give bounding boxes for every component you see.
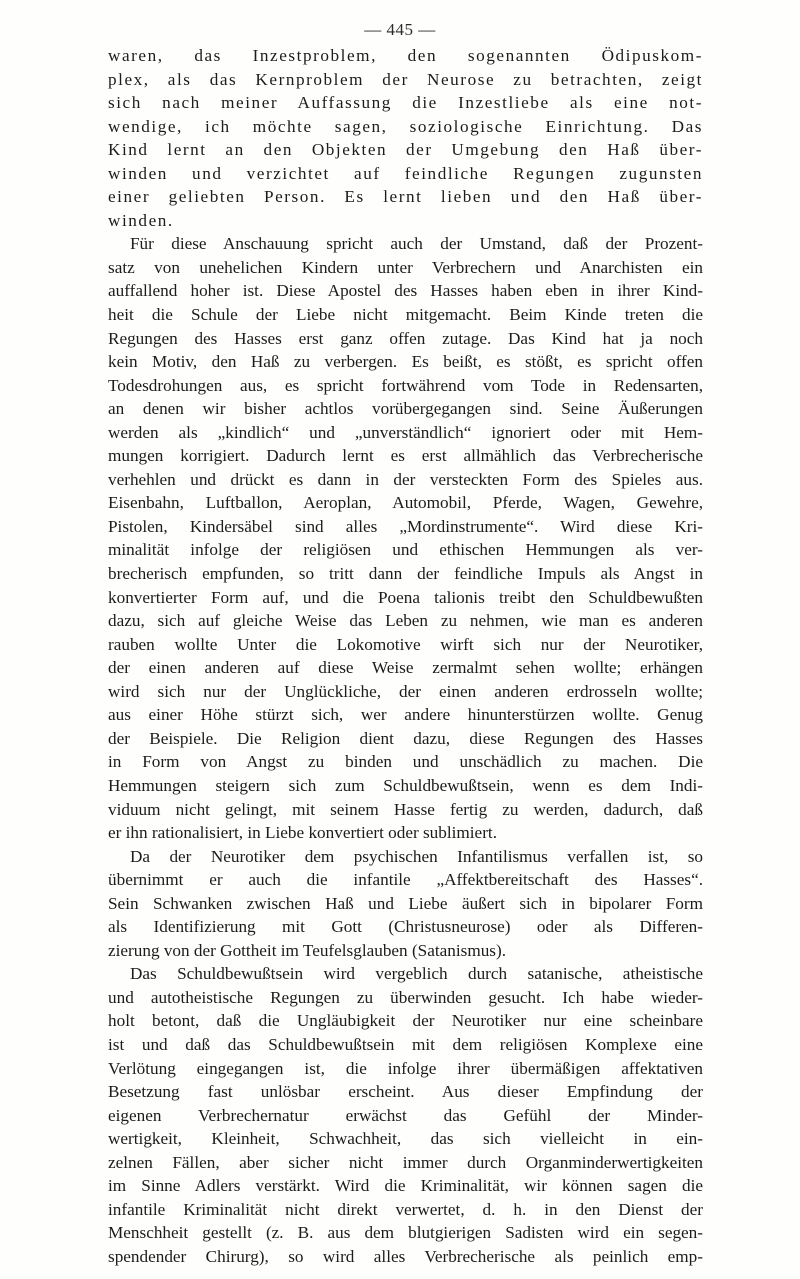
text-line: winden. [108,210,174,230]
text-line: an denen wir bisher achtlos vorübergegangen sind. Seine Äußerungen [108,399,703,419]
text-line: Pistolen, Kindersäbel sind alles „Mordinstrumente“. Wird diese Kri- [108,516,703,536]
text-line: Das Schuldbewußtsein wird vergeblich durch satanische, atheistische [130,964,703,984]
text-line: viduum nicht gelingt, mit seinem Hasse fertig zu werden, dadurch, daß [108,799,703,819]
text-line: rauben wollte Unter die Lokomotive wirft sich nur der Neurotiker, [108,634,703,654]
text-line: verhehlen und drückt es dann in der versteckten Form des Spieles aus. [108,469,703,489]
text-line: holt betont, daß die Ungläubigkeit der Neurotiker nur eine scheinbare [108,1011,703,1031]
text-line: winden und verzichtet auf feindliche Regungen zugunsten [108,163,703,183]
text-line: wendige, ich möchte sagen, soziologische Einrichtung. Das [108,116,703,136]
text-line: der einen anderen auf diese Weise zermalmt sehen wollte; erhängen [108,658,703,678]
text-line: eigenen Verbrechernatur erwächst das Gefühl der Minder- [108,1105,703,1125]
text-line: der Beispiele. Die Religion dient dazu, diese Regungen des Hasses [108,728,703,748]
text-line: minalität infolge der religiösen und ethischen Hemmungen als ver- [108,540,703,560]
text-line: als Identifizierung mit Gott (Christusneurose) oder als Differen- [108,917,703,937]
text-line: Kind lernt an den Objekten der Umgebung den Haß über- [108,140,703,160]
text-line: Da der Neurotiker dem psychischen Infantilismus verfallen ist, so [130,846,703,866]
text-line: brecherisch empfunden, so tritt dann der feindliche Impuls als Angst in [108,564,703,584]
text-line: sich nach meiner Auffassung die Inzestliebe als eine not- [108,93,703,113]
body-text [108,44,703,1268]
text-line: zierung von der Gottheit im Teufelsglauben (Satanismus). [108,940,506,960]
text-line: ist und daß das Schuldbewußtsein mit dem religiösen Komplexe eine [108,1034,703,1054]
text-line: waren, das Inzestproblem, den sogenannten Ödipuskom- [108,46,703,65]
text-line: konvertierter Form auf, und die Poena talionis treibt den Schuldbewußten [108,587,703,607]
text-line: kein Motiv, den Haß zu verbergen. Es beißt, es stößt, es spricht offen [108,352,703,372]
text-line: wird sich nur der Unglückliche, der einen anderen erdrosseln wollte; [108,681,703,701]
text-line: übernimmt er auch die infantile „Affektbereitschaft des Hasses“. [108,870,703,890]
text-line: Todesdrohungen aus, es spricht fortwährend vom Tode in Redensarten, [108,375,703,395]
text-line: Menschheit gestellt (z. B. aus dem blutgierigen Sadisten wird ein segen- [108,1223,703,1243]
text-line: Besetzung fast unlösbar erscheint. Aus dieser Empfindung der [108,1082,703,1102]
text-line: Hemmungen steigern sich zum Schuldbewußtsein, wenn es dem Indi- [108,775,703,795]
text-line: Eisenbahn, Luftballon, Aeroplan, Automobil, Pferde, Wagen, Gewehre, [108,493,703,513]
text-line: werden als „kindlich“ und „unverständlich“ ignoriert oder mit Hem- [108,422,703,442]
page-number: — 445 — [364,20,436,39]
text-line: auffallend hoher ist. Diese Apostel des Hasses haben eben in ihrer Kind- [108,281,703,301]
text-line: dazu, sich auf gleiche Weise das Leben zu nehmen, wie man es anderen [108,611,703,631]
text-line: Verlötung eingegangen ist, die infolge ihrer übermäßigen affektativen [108,1058,703,1078]
text-line: spendender Chirurg), so wird alles Verbrecherische als peinlich emp- [108,1246,703,1266]
text-line: satz von unehelichen Kindern unter Verbrechern und Anarchisten ein [108,257,703,277]
text-line: mungen korrigiert. Dadurch lernt es erst allmählich das Verbrecherische [108,446,703,466]
text-line: infantile Kriminalität nicht direkt verwertet, d. h. in den Dienst der [108,1199,703,1219]
text-line: und autotheistische Regungen zu überwinden gesucht. Ich habe wieder- [108,987,703,1007]
text-line: im Sinne Adlers verstärkt. Wird die Kriminalität, wir können sagen die [108,1176,703,1196]
text-line: heit die Schule der Liebe nicht mitgemacht. Beim Kinde treten die [108,305,703,325]
text-line: wertigkeit, Kleinheit, Schwachheit, das sich vielleicht in ein- [108,1129,703,1149]
text-line: zelnen Fällen, aber sicher nicht immer durch Organminderwertigkeiten [108,1152,703,1172]
text-line: plex, als das Kernproblem der Neurose zu betrachten, zeigt [108,69,703,89]
text-line: Für diese Anschauung spricht auch der Umstand, daß der Prozent- [130,234,703,254]
text-line: er ihn rationalisiert, in Liebe konvertiert oder sublimiert. [108,823,497,843]
text-line: aus einer Höhe stürzt sich, wer andere hinunterstürzen wollte. Genug [108,705,703,725]
text-line: einer geliebten Person. Es lernt lieben und den Haß über- [108,187,703,207]
text-line: Sein Schwanken zwischen Haß und Liebe äußert sich in bipolarer Form [108,893,703,913]
text-line: in Form von Angst zu binden und unschädlich zu machen. Die [108,752,703,772]
text-line: Regungen des Hasses erst ganz offen zutage. Das Kind hat ja noch [108,328,703,348]
